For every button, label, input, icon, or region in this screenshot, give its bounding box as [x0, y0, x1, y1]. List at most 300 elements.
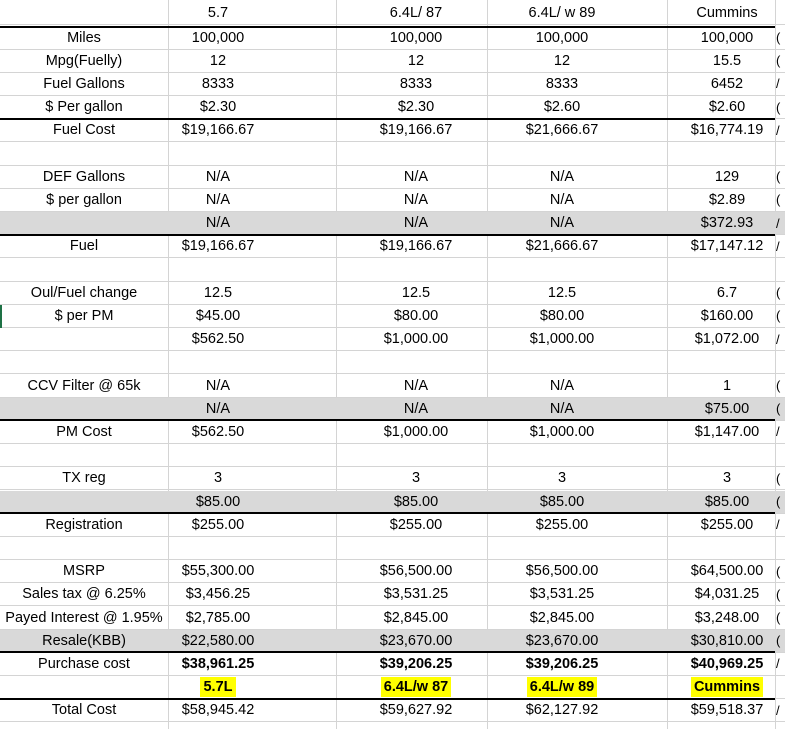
value-cell[interactable]	[487, 467, 637, 489]
value-cell[interactable]	[336, 212, 496, 234]
cell-value: $85.00	[393, 493, 439, 510]
value-cell[interactable]	[667, 421, 785, 443]
cell-value: $19,166.67	[181, 238, 255, 255]
value-cell[interactable]	[168, 119, 268, 141]
cell-value: 8333	[399, 75, 433, 92]
value-cell[interactable]	[487, 583, 637, 605]
cell-value: $2.60	[708, 99, 746, 116]
value-cell[interactable]	[667, 305, 785, 327]
column-header[interactable]	[336, 2, 496, 24]
cell-value: $56,500.00	[525, 563, 599, 580]
value-cell[interactable]	[168, 607, 268, 629]
sheet-row	[0, 560, 785, 583]
clipped-cell: (	[776, 470, 781, 486]
value-cell[interactable]	[667, 328, 785, 350]
value-cell[interactable]	[168, 50, 268, 72]
row-label-cell[interactable]	[0, 166, 168, 188]
cell-value: $38,961.25	[181, 655, 255, 672]
cell-value: $80.00	[539, 307, 585, 324]
value-cell[interactable]	[336, 50, 496, 72]
cell-value: 3	[557, 470, 567, 487]
sheet-row	[0, 699, 785, 722]
cell-value: N/A	[205, 215, 231, 232]
cell-value: $372.93	[700, 215, 754, 232]
row-label-cell[interactable]	[0, 699, 168, 721]
cell-value: $45.00	[195, 307, 241, 324]
clipped-cell: /	[776, 656, 780, 672]
value-cell[interactable]	[336, 166, 496, 188]
value-cell[interactable]	[667, 235, 785, 257]
clipped-cell: /	[776, 517, 780, 533]
value-cell[interactable]	[667, 143, 785, 165]
value-cell[interactable]	[168, 699, 268, 721]
value-cell[interactable]	[336, 27, 496, 49]
row-label: Total Cost	[51, 702, 117, 719]
cell-value: $85.00	[704, 493, 750, 510]
value-cell[interactable]	[667, 351, 785, 373]
row-label-cell[interactable]	[0, 96, 168, 118]
value-cell[interactable]	[667, 189, 785, 211]
value-cell[interactable]	[487, 351, 637, 373]
value-cell[interactable]	[168, 421, 268, 443]
clipped-cell: (	[776, 285, 781, 301]
value-cell[interactable]	[336, 96, 496, 118]
sheet-row	[0, 259, 785, 282]
value-cell[interactable]	[168, 189, 268, 211]
cell-value: Cummins	[691, 677, 763, 697]
value-cell[interactable]	[487, 143, 637, 165]
value-cell[interactable]	[336, 653, 496, 675]
sheet-row	[0, 514, 785, 537]
cell-value: N/A	[403, 377, 429, 394]
value-cell[interactable]	[168, 305, 268, 327]
value-cell[interactable]	[336, 143, 496, 165]
sheet-row	[0, 119, 785, 142]
value-cell[interactable]	[667, 73, 785, 95]
row-label: MSRP	[63, 563, 105, 580]
row-label: Oul/Fuel change	[30, 284, 138, 301]
value-cell[interactable]	[487, 259, 637, 281]
value-cell[interactable]	[667, 699, 785, 721]
value-cell[interactable]	[487, 212, 637, 234]
clipped-cell	[776, 444, 785, 466]
value-cell[interactable]	[487, 444, 637, 466]
cell-value: 6.4L/w 89	[527, 677, 597, 697]
value-cell[interactable]	[487, 235, 637, 257]
value-cell[interactable]	[168, 676, 268, 698]
value-cell[interactable]	[168, 235, 268, 257]
value-cell[interactable]	[487, 537, 637, 559]
value-cell[interactable]	[667, 537, 785, 559]
row-label: PM Cost	[56, 423, 112, 440]
cell-value: $23,670.00	[379, 632, 453, 649]
value-cell[interactable]	[487, 328, 637, 350]
clipped-cell	[776, 351, 785, 373]
cell-value: $2,845.00	[529, 609, 595, 626]
column-header-label: 6.4L/ w 89	[528, 5, 596, 22]
value-cell[interactable]	[487, 119, 637, 141]
cell-value: N/A	[549, 191, 575, 208]
value-cell[interactable]	[168, 166, 268, 188]
row-label-cell[interactable]	[0, 73, 168, 95]
value-cell[interactable]	[667, 212, 785, 234]
clipped-cell: /	[776, 122, 780, 138]
value-cell[interactable]	[487, 375, 637, 397]
sheet-row	[0, 328, 785, 351]
cell-value: $85.00	[195, 493, 241, 510]
sheet-row	[0, 189, 785, 212]
sheet-row	[0, 676, 785, 699]
value-cell[interactable]	[168, 537, 268, 559]
row-label-cell[interactable]	[0, 212, 168, 234]
cell-value: 12.5	[547, 284, 577, 301]
value-cell[interactable]	[168, 583, 268, 605]
value-cell[interactable]	[667, 676, 785, 698]
value-cell[interactable]	[336, 421, 496, 443]
clipped-cell: (	[776, 401, 781, 417]
cell-value: 6452	[710, 75, 744, 92]
cell-value: 12.5	[401, 284, 431, 301]
value-cell[interactable]	[168, 328, 268, 350]
sheet-row	[0, 421, 785, 444]
cell-value: N/A	[403, 400, 429, 417]
row-label-cell[interactable]	[0, 375, 168, 397]
value-cell[interactable]	[168, 398, 268, 420]
cell-value: $21,666.67	[525, 238, 599, 255]
clipped-cell	[776, 143, 785, 165]
row-label: Sales tax @ 6.25%	[22, 586, 146, 603]
value-cell[interactable]	[667, 583, 785, 605]
value-cell[interactable]	[168, 73, 268, 95]
value-cell[interactable]	[168, 444, 268, 466]
value-cell[interactable]	[168, 560, 268, 582]
clipped-cell: /	[776, 238, 780, 254]
row-label-cell[interactable]	[0, 27, 168, 49]
cell-value: $2,845.00	[383, 609, 449, 626]
cell-value: 12	[553, 52, 571, 69]
clipped-cell: (	[776, 563, 781, 579]
value-cell[interactable]	[667, 259, 785, 281]
cell-value: $1,000.00	[383, 331, 449, 348]
clipped-cell: (	[776, 192, 781, 208]
row-label-cell[interactable]	[0, 189, 168, 211]
value-cell[interactable]	[336, 282, 496, 304]
row-label-cell[interactable]	[0, 514, 168, 536]
value-cell[interactable]	[667, 166, 785, 188]
column-header[interactable]	[487, 2, 637, 24]
row-label-cell[interactable]	[0, 50, 168, 72]
cell-value: $3,456.25	[185, 586, 251, 603]
value-cell[interactable]	[667, 119, 785, 141]
value-cell[interactable]	[487, 421, 637, 443]
value-cell[interactable]	[336, 119, 496, 141]
value-cell[interactable]	[667, 630, 785, 652]
row-label: Resale(KBB)	[42, 632, 126, 649]
cell-value: 6.4L/w 87	[381, 677, 451, 697]
sheet-row	[0, 398, 785, 421]
value-cell[interactable]	[487, 50, 637, 72]
cell-value: $59,627.92	[379, 702, 453, 719]
sheet-row	[0, 305, 785, 328]
value-cell[interactable]	[336, 305, 496, 327]
value-cell[interactable]	[487, 189, 637, 211]
cell-value: $255.00	[700, 516, 754, 533]
sheet-row	[0, 653, 785, 676]
row-label: $ per PM	[54, 307, 114, 324]
clipped-cell: (	[776, 633, 781, 649]
value-cell[interactable]	[336, 189, 496, 211]
value-cell[interactable]	[168, 375, 268, 397]
value-cell[interactable]	[336, 676, 496, 698]
cell-value: $2.30	[397, 99, 435, 116]
cell-value: 100,000	[535, 29, 589, 46]
value-cell[interactable]	[336, 328, 496, 350]
cell-value: $75.00	[704, 400, 750, 417]
value-cell[interactable]	[487, 398, 637, 420]
cell-value: $1,000.00	[529, 331, 595, 348]
value-cell[interactable]	[667, 491, 785, 513]
value-cell[interactable]	[667, 282, 785, 304]
value-cell[interactable]	[487, 653, 637, 675]
cell-value: N/A	[205, 377, 231, 394]
value-cell[interactable]	[667, 467, 785, 489]
row-label-cell[interactable]	[0, 259, 168, 281]
cell-value: 12	[407, 52, 425, 69]
sheet-row	[0, 583, 785, 606]
row-label-cell[interactable]	[0, 676, 168, 698]
value-cell[interactable]	[487, 491, 637, 513]
row-label-cell[interactable]	[0, 398, 168, 420]
sheet-row	[0, 96, 785, 119]
value-cell[interactable]	[667, 444, 785, 466]
value-cell[interactable]	[487, 27, 637, 49]
sheet-row	[0, 607, 785, 630]
clipped-cell: (	[776, 610, 781, 626]
cell-value: $59,518.37	[690, 702, 764, 719]
value-cell[interactable]	[336, 398, 496, 420]
row-label: Registration	[45, 516, 123, 533]
cell-value: 3	[213, 470, 223, 487]
cell-value: 8333	[545, 75, 579, 92]
cell-value: 12	[209, 52, 227, 69]
row-label: Mpg(Fuelly)	[45, 52, 123, 69]
clipped-cell: (	[776, 169, 781, 185]
row-label-cell[interactable]	[0, 305, 168, 327]
cell-value: 1	[722, 377, 732, 394]
value-cell[interactable]	[168, 282, 268, 304]
clipped-cell	[776, 259, 785, 281]
cell-value: $19,166.67	[181, 122, 255, 139]
clipped-cell: (	[776, 308, 781, 324]
cell-value: 100,000	[389, 29, 443, 46]
cell-value: 5.7L	[200, 677, 235, 697]
selection-indicator	[0, 305, 2, 328]
value-cell[interactable]	[667, 27, 785, 49]
value-cell[interactable]	[667, 375, 785, 397]
row-label-cell[interactable]	[0, 351, 168, 373]
value-cell[interactable]	[336, 630, 496, 652]
value-cell[interactable]	[487, 514, 637, 536]
row-label: Purchase cost	[38, 655, 130, 672]
cell-value: 8333	[201, 75, 235, 92]
value-cell[interactable]	[487, 73, 637, 95]
value-cell[interactable]	[667, 514, 785, 536]
sheet-row	[0, 630, 785, 653]
row-label: Miles	[67, 29, 101, 46]
row-label-cell[interactable]	[0, 537, 168, 559]
cell-value: $1,072.00	[694, 331, 760, 348]
value-cell[interactable]	[336, 699, 496, 721]
column-header[interactable]	[667, 2, 785, 24]
row-label-cell[interactable]	[0, 444, 168, 466]
row-label-cell[interactable]	[0, 235, 168, 257]
cell-value: $562.50	[191, 331, 245, 348]
value-cell[interactable]	[168, 96, 268, 118]
cell-value: $56,500.00	[379, 563, 453, 580]
row-label-cell[interactable]	[0, 328, 168, 350]
value-cell[interactable]	[667, 607, 785, 629]
sheet-row	[0, 537, 785, 560]
cell-value: N/A	[205, 400, 231, 417]
value-cell[interactable]	[168, 467, 268, 489]
cell-value: $2.30	[199, 99, 237, 116]
cell-value: N/A	[549, 400, 575, 417]
clipped-cell: /	[776, 215, 780, 231]
cell-value: $1,000.00	[383, 423, 449, 440]
value-cell[interactable]	[487, 305, 637, 327]
row-label: Fuel Gallons	[43, 75, 125, 92]
cell-value: $255.00	[389, 516, 443, 533]
value-cell[interactable]	[168, 630, 268, 652]
value-cell[interactable]	[487, 630, 637, 652]
value-cell[interactable]	[336, 514, 496, 536]
row-label: $ Per gallon	[45, 99, 123, 116]
value-cell[interactable]	[336, 537, 496, 559]
value-cell[interactable]	[168, 27, 268, 49]
column-header-label: 6.4L/ 87	[389, 5, 443, 22]
column-header[interactable]	[168, 2, 268, 24]
column-header-label: Cummins	[696, 5, 758, 22]
cell-value: $39,206.25	[379, 655, 453, 672]
value-cell[interactable]	[168, 212, 268, 234]
row-label-cell[interactable]	[0, 583, 168, 605]
value-cell[interactable]	[487, 166, 637, 188]
column-header[interactable]	[0, 2, 168, 24]
row-label-cell[interactable]	[0, 467, 168, 489]
value-cell[interactable]	[168, 514, 268, 536]
clipped-cell: /	[776, 76, 780, 92]
value-cell[interactable]	[336, 73, 496, 95]
value-cell[interactable]	[336, 444, 496, 466]
sheet-row	[0, 143, 785, 166]
value-cell[interactable]	[336, 583, 496, 605]
sheet-row	[0, 235, 785, 258]
value-cell[interactable]	[487, 282, 637, 304]
row-label-cell[interactable]	[0, 630, 168, 652]
value-cell[interactable]	[336, 607, 496, 629]
value-cell[interactable]	[336, 235, 496, 257]
cell-value: $160.00	[700, 307, 754, 324]
row-label-cell[interactable]	[0, 421, 168, 443]
sheet-row	[0, 282, 785, 305]
cell-value: $17,147.12	[690, 238, 764, 255]
cell-value: N/A	[549, 377, 575, 394]
cell-value: 12.5	[203, 284, 233, 301]
cell-value: N/A	[403, 168, 429, 185]
cell-value: 15.5	[712, 52, 742, 69]
sheet-row	[0, 73, 785, 96]
clipped-cell: (	[776, 378, 781, 394]
row-label-cell[interactable]	[0, 560, 168, 582]
value-cell[interactable]	[667, 96, 785, 118]
value-cell[interactable]	[168, 351, 268, 373]
row-label-cell[interactable]	[0, 653, 168, 675]
cell-value: $1,000.00	[529, 423, 595, 440]
cell-value: $2.89	[708, 191, 746, 208]
cell-value: $4,031.25	[694, 586, 760, 603]
cell-value: 129	[714, 168, 740, 185]
value-cell[interactable]	[168, 653, 268, 675]
clipped-cell: (	[776, 53, 781, 69]
value-cell[interactable]	[168, 143, 268, 165]
value-cell[interactable]	[336, 467, 496, 489]
row-label-cell[interactable]	[0, 491, 168, 513]
cell-value: $3,531.25	[383, 586, 449, 603]
value-cell[interactable]	[487, 699, 637, 721]
value-cell[interactable]	[487, 607, 637, 629]
value-cell[interactable]	[336, 259, 496, 281]
clipped-cell: /	[776, 702, 780, 718]
row-label-cell[interactable]	[0, 143, 168, 165]
cell-value: $62,127.92	[525, 702, 599, 719]
value-cell[interactable]	[336, 351, 496, 373]
sheet-row	[0, 27, 785, 50]
value-cell[interactable]	[667, 653, 785, 675]
clipped-cell: /	[776, 424, 780, 440]
value-cell[interactable]	[168, 491, 268, 513]
row-label-cell[interactable]	[0, 607, 168, 629]
value-cell[interactable]	[336, 560, 496, 582]
cell-value: 100,000	[191, 29, 245, 46]
cell-value: $3,248.00	[694, 609, 760, 626]
row-label-cell[interactable]	[0, 282, 168, 304]
sheet-row	[0, 212, 785, 235]
value-cell[interactable]	[487, 676, 637, 698]
value-cell[interactable]	[168, 259, 268, 281]
value-cell[interactable]	[487, 96, 637, 118]
cell-value: $64,500.00	[690, 563, 764, 580]
value-cell[interactable]	[336, 375, 496, 397]
cell-value: $2.60	[543, 99, 581, 116]
cell-value: 3	[411, 470, 421, 487]
cell-value: 3	[722, 470, 732, 487]
sheet-row	[0, 375, 785, 398]
value-cell[interactable]	[667, 50, 785, 72]
value-cell[interactable]	[487, 560, 637, 582]
cell-value: $40,969.25	[690, 655, 764, 672]
cell-value: N/A	[549, 168, 575, 185]
value-cell[interactable]	[667, 398, 785, 420]
row-label: Fuel Cost	[52, 122, 116, 139]
clipped-cell: (	[776, 586, 781, 602]
header-row	[0, 2, 785, 25]
cell-value: $23,670.00	[525, 632, 599, 649]
cell-value: $3,531.25	[529, 586, 595, 603]
row-label-cell[interactable]	[0, 119, 168, 141]
cell-value: N/A	[403, 191, 429, 208]
value-cell[interactable]	[336, 491, 496, 513]
value-cell[interactable]	[667, 560, 785, 582]
